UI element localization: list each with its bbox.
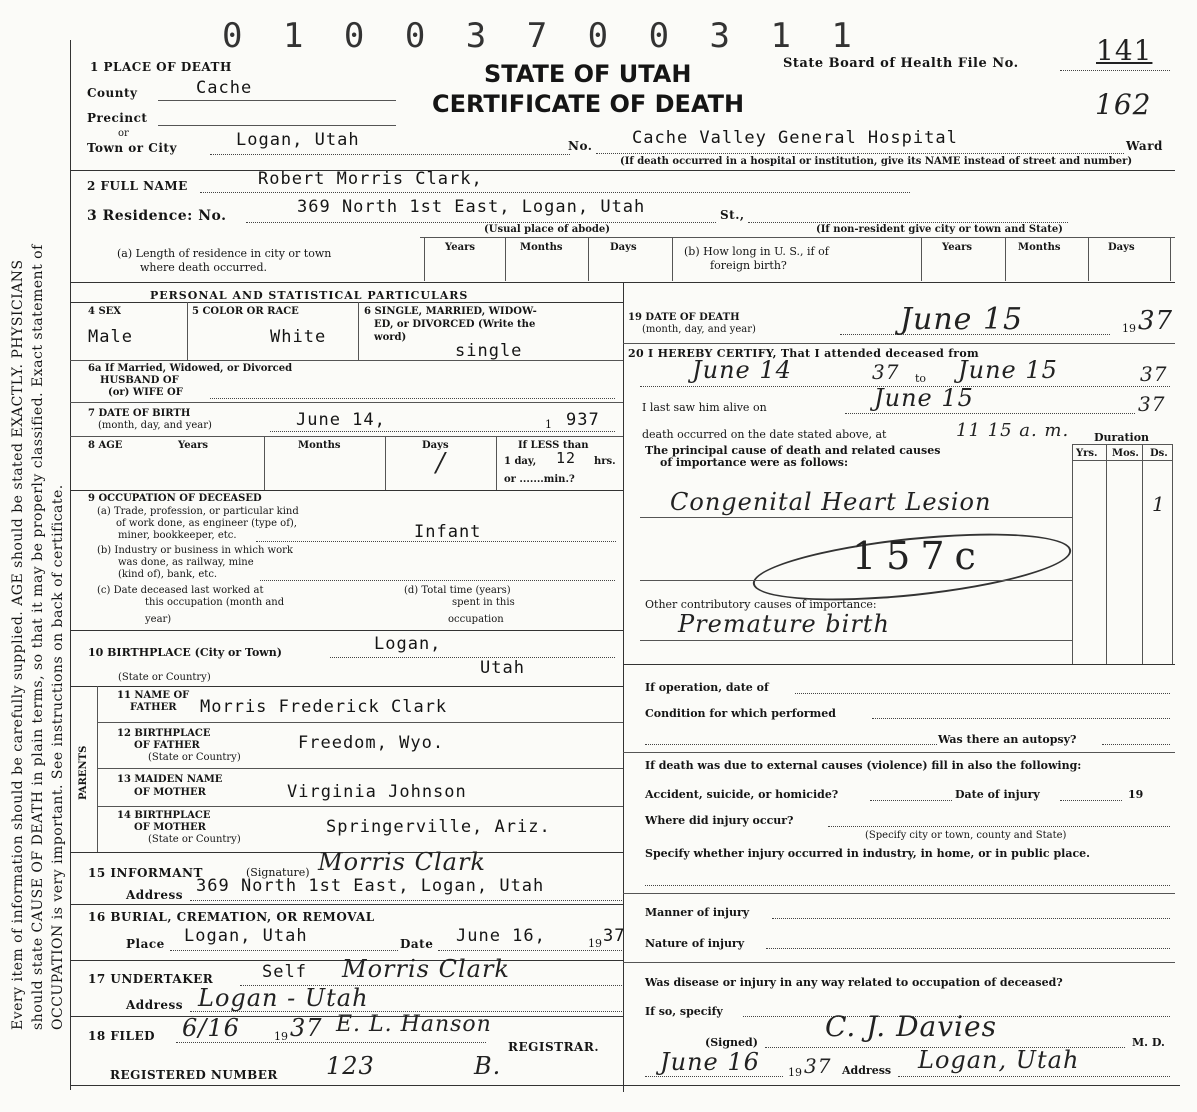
occ-b-1: (b) Industry or business in which work — [97, 545, 293, 556]
nonresident-note: (If non-resident give city or town and State) — [816, 224, 1063, 235]
res-days-label: Days — [610, 242, 637, 253]
age-days-value: / — [436, 448, 446, 478]
attended-from: June 14 — [692, 356, 792, 384]
occ-a-1: (a) Trade, profession, or particular kind — [97, 506, 299, 517]
less-day-label: 1 day, — [504, 456, 537, 467]
duration-yrs: Yrs. — [1076, 448, 1098, 459]
duration-label: Duration — [1094, 431, 1150, 444]
us-years-label: Years — [942, 242, 973, 253]
res-months-label: Months — [520, 242, 563, 253]
hospital-value: Cache Valley General Hospital — [632, 128, 958, 148]
specify-injury-label: Specify whether injury occurred in industry, in home, or in public place. — [645, 847, 1090, 860]
occ-c-2: this occupation (month and — [145, 597, 285, 608]
informant-address: 369 North 1st East, Logan, Utah — [196, 876, 545, 896]
cause-label-1: The principal cause of death and related causes — [645, 444, 941, 457]
undertaker-address-label: Address — [126, 998, 184, 1012]
file-sub-number: 162 — [1095, 88, 1152, 121]
occ-c-1: (c) Date deceased last worked at — [97, 585, 264, 596]
cause-label-2: of importance were as follows: — [660, 456, 848, 469]
attended-to-year: 37 — [1140, 362, 1168, 386]
occ-d-3: occupation — [448, 614, 504, 625]
last-saw-year: 37 — [1138, 392, 1166, 416]
left-border — [70, 40, 71, 1090]
father-name: Morris Frederick Clark — [200, 697, 448, 717]
occupation-value: Infant — [414, 522, 482, 542]
attended-to-label: to — [915, 372, 927, 385]
burial-label: 16 BURIAL, CREMATION, OR REMOVAL — [88, 910, 375, 924]
physician-address: Logan, Utah — [918, 1046, 1080, 1074]
sex-value: Male — [88, 327, 133, 347]
occ-a-2: of work done, as engineer (type of), — [116, 518, 297, 529]
undertaker-signature: Morris Clark — [342, 955, 510, 983]
dod-label-1: 19 DATE OF DEATH — [628, 312, 740, 323]
injury-date-label: Date of injury — [955, 788, 1040, 801]
filed-date: 6/16 — [182, 1014, 240, 1042]
dob-label-2: (month, day, and year) — [98, 420, 212, 431]
filed-year-prefix: 19 — [274, 1030, 288, 1043]
last-saw-date: June 15 — [874, 384, 974, 412]
father-birth-label-2: OF FATHER — [134, 740, 200, 751]
dob-year: 937 — [566, 410, 600, 430]
length-a-label: (a) Length of residence in city or town — [117, 247, 332, 260]
precinct-label: Precinct — [87, 111, 148, 125]
duration-mos: Mos. — [1112, 448, 1139, 459]
personal-heading: PERSONAL AND STATISTICAL PARTICULARS — [150, 289, 469, 302]
occ-a-3: miner, bookkeeper, etc. — [118, 530, 237, 541]
less-hours-label: hrs. — [594, 456, 616, 467]
registrar-signature: E. L. Hanson — [336, 1012, 492, 1037]
length-b-label: (b) How long in U. S., if of — [684, 245, 829, 258]
st-label: St., — [720, 208, 745, 222]
duration-ds: Ds. — [1150, 448, 1168, 459]
mother-birth-label-1: 14 BIRTHPLACE — [117, 810, 211, 821]
md-label: M. D. — [1132, 1036, 1165, 1049]
father-label-1: 11 NAME OF — [117, 690, 190, 701]
manner-label: Manner of injury — [645, 906, 750, 919]
place-of-death-heading: 1 PLACE OF DEATH — [90, 60, 232, 74]
filed-label: 18 FILED — [88, 1029, 155, 1043]
nature-label: Nature of injury — [645, 937, 745, 950]
dob-label-1: 7 DATE OF BIRTH — [88, 408, 191, 419]
marital-label-1: 6 SINGLE, MARRIED, WIDOW- — [364, 306, 537, 317]
burial-place-label: Place — [126, 937, 165, 951]
operation-label: If operation, date of — [645, 681, 769, 694]
where-injury-label: Where did injury occur? — [645, 814, 794, 827]
contributory-value: Premature birth — [678, 610, 890, 638]
burial-year-prefix: 19 — [588, 937, 602, 950]
county-value: Cache — [196, 78, 253, 98]
husband-label-3: (or) WIFE OF — [108, 387, 183, 398]
occ-b-3: (kind of), bank, etc. — [118, 569, 218, 580]
certify-label: 20 I HEREBY CERTIFY, That I attended deceased from — [628, 347, 979, 360]
marital-value: single — [455, 341, 523, 361]
if-so-label: If so, specify — [645, 1005, 723, 1018]
side-note-line-2: should state CAUSE OF DEATH in plain terms, so that it may be properly classified. Exact statement of — [30, 244, 46, 1030]
occ-c-3: year) — [145, 614, 172, 625]
certificate-number: 0 1 0 0 3 7 0 0 3 1 1 — [222, 16, 862, 56]
full-name-value: Robert Morris Clark, — [258, 169, 483, 189]
color-value: White — [270, 327, 327, 347]
residence-value: 369 North 1st East, Logan, Utah — [297, 197, 646, 217]
side-instructions — [8, 244, 68, 1030]
age-months-label: Months — [298, 440, 341, 451]
father-birth-label-3: (State or Country) — [148, 752, 241, 763]
informant-signature-label: (Signature) — [246, 866, 310, 879]
bottom-border — [70, 1085, 1180, 1086]
dod-year-prefix: 19 — [1122, 322, 1136, 335]
accident-label: Accident, suicide, or homicide? — [645, 788, 839, 801]
cause-days: 1 — [1152, 492, 1166, 516]
father-birth-label-1: 12 BIRTHPLACE — [117, 728, 211, 739]
file-number: 141 — [1096, 34, 1153, 67]
residence-label: 3 Residence: No. — [87, 208, 227, 224]
cause-code: 157c — [852, 534, 986, 578]
physician-signature: C. J. Davies — [825, 1010, 997, 1043]
board-file-label: State Board of Health File No. — [783, 56, 1019, 71]
side-note-line-3: OCCUPATION is very important. See instructions on back of certificate. — [50, 484, 66, 1030]
attended-from-year: 37 — [872, 360, 900, 384]
burial-date-label: Date — [400, 937, 434, 951]
sign-year-prefix: 19 — [788, 1066, 802, 1079]
condition-label: Condition for which performed — [645, 707, 836, 720]
related-label: Was disease or injury in any way related to occupation of deceased? — [645, 976, 1063, 989]
birthplace-label: 10 BIRTHPLACE (City or Town) — [88, 646, 282, 659]
county-label: County — [87, 86, 138, 100]
father-label-2: FATHER — [130, 702, 177, 713]
registered-number: 123 — [326, 1052, 375, 1080]
death-time: 11 15 a. m. — [956, 420, 1070, 441]
autopsy-label: Was there an autopsy? — [938, 733, 1077, 746]
signed-label: (Signed) — [705, 1036, 758, 1049]
sign-year: 37 — [804, 1054, 832, 1078]
sign-date: June 16 — [660, 1048, 760, 1076]
registrar-label: REGISTRAR. — [508, 1040, 600, 1054]
hospital-note: (If death occurred in a hospital or institution, give its NAME instead of street and number) — [620, 156, 1133, 167]
registered-number-label: REGISTERED NUMBER — [110, 1068, 278, 1082]
ward-label: Ward — [1126, 139, 1163, 153]
mother-birth-label-3: (State or Country) — [148, 834, 241, 845]
informant-address-label: Address — [126, 888, 184, 902]
undertaker-address: Logan - Utah — [198, 984, 369, 1012]
filed-year: 37 — [290, 1014, 323, 1042]
external-causes-label: If death was due to external causes (violence) fill in also the following: — [645, 759, 1082, 772]
town-value: Logan, Utah — [236, 130, 360, 150]
undertaker-label: 17 UNDERTAKER — [88, 972, 214, 986]
full-name-label: 2 FULL NAME — [87, 179, 188, 193]
birthplace-state-label: (State or Country) — [118, 672, 211, 683]
injury-year-prefix: 19 — [1128, 788, 1144, 801]
last-saw-label: I last saw him alive on — [642, 401, 767, 414]
town-label: Town or City — [87, 141, 177, 155]
burial-place: Logan, Utah — [184, 926, 308, 946]
mother-birth-label-2: OF MOTHER — [134, 822, 206, 833]
mother-label-2: OF MOTHER — [134, 787, 206, 798]
occ-d-2: spent in this — [452, 597, 515, 608]
abode-note: (Usual place of abode) — [484, 224, 610, 235]
occupation-heading: 9 OCCUPATION OF DECEASED — [88, 493, 262, 504]
husband-label-2: HUSBAND OF — [100, 375, 179, 386]
age-days-label: Days — [422, 440, 449, 451]
age-label: 8 AGE — [88, 440, 123, 451]
informant-signature: Morris Clark — [318, 848, 486, 876]
no-label: No. — [568, 139, 593, 153]
less-than-label: If LESS than — [518, 440, 589, 451]
mother-birthplace: Springerville, Ariz. — [326, 817, 551, 837]
certificate-title: CERTIFICATE OF DEATH — [432, 90, 745, 118]
marital-label-3: word) — [374, 332, 407, 343]
state-title: STATE OF UTAH — [484, 60, 692, 88]
where-injury-note: (Specify city or town, county and State) — [865, 830, 1067, 841]
death-occurred-label: death occurred on the date stated above, at — [642, 428, 887, 441]
less-minutes-label: or .......min.? — [504, 474, 575, 485]
or-label: or — [118, 128, 129, 139]
registered-letter: B. — [474, 1052, 502, 1080]
res-years-label: Years — [445, 242, 476, 253]
mother-label-1: 13 MAIDEN NAME — [117, 774, 223, 785]
dod-value: June 15 — [900, 302, 1024, 337]
side-note-line-1: Every item of information should be carefully supplied. AGE should be stated EXACTLY. PHYSICIANS — [10, 259, 26, 1030]
informant-label: 15 INFORMANT — [88, 866, 203, 880]
physician-address-label: Address — [842, 1064, 892, 1077]
burial-year: 37 — [603, 926, 626, 946]
less-hours-value: 12 — [556, 449, 577, 467]
father-birthplace: Freedom, Wyo. — [298, 733, 445, 753]
color-label: 5 COLOR OR RACE — [192, 306, 299, 317]
contributory-label: Other contributory causes of importance: — [645, 598, 877, 611]
husband-label-1: 6a If Married, Widowed, or Divorced — [88, 363, 293, 374]
dob-year-prefix: 1 — [545, 418, 552, 431]
age-years-label: Years — [178, 440, 209, 451]
dob-value: June 14, — [296, 410, 386, 430]
center-divider — [623, 282, 624, 1092]
parents-label: PARENTS — [78, 745, 89, 800]
burial-date: June 16, — [456, 926, 546, 946]
us-days-label: Days — [1108, 242, 1135, 253]
marital-label-2: ED, or DIVORCED (Write the — [374, 319, 536, 330]
dod-year: 37 — [1138, 306, 1174, 336]
sex-label: 4 SEX — [88, 306, 122, 317]
length-a-label-2: where death occurred. — [140, 261, 267, 274]
birthplace-state: Utah — [480, 658, 525, 678]
occ-b-2: was done, as railway, mine — [118, 557, 254, 568]
length-b-label-2: foreign birth? — [710, 259, 787, 272]
mother-name: Virginia Johnson — [287, 782, 467, 802]
cause-value: Congenital Heart Lesion — [670, 488, 992, 516]
birthplace-city: Logan, — [374, 634, 442, 654]
occ-d-1: (d) Total time (years) — [404, 585, 511, 596]
undertaker-typed: Self — [262, 962, 307, 982]
dod-label-2: (month, day, and year) — [642, 324, 756, 335]
us-months-label: Months — [1018, 242, 1061, 253]
attended-to: June 15 — [958, 356, 1058, 384]
